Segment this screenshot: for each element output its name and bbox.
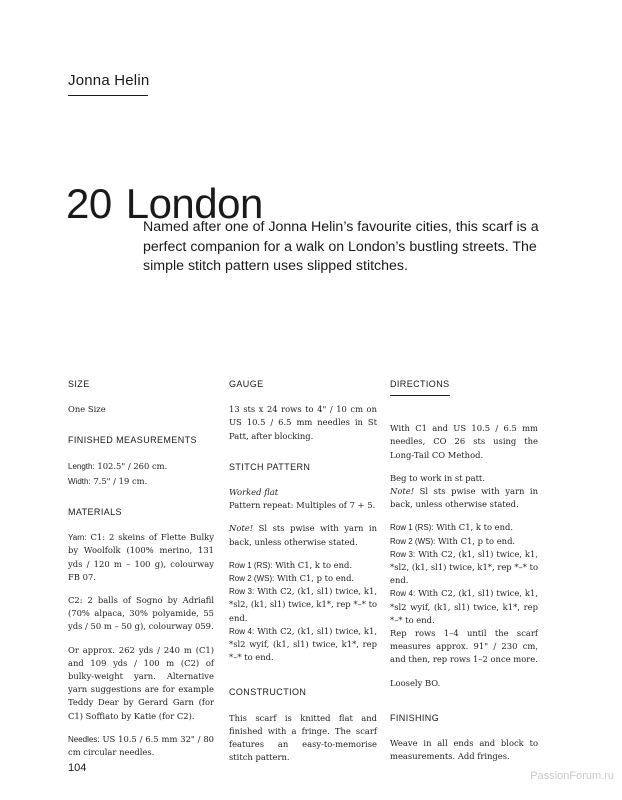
construction-heading: CONSTRUCTION	[229, 687, 307, 698]
page-number: 104	[68, 762, 87, 774]
yarn-c2: C2: 2 balls of Sogno by Adriafil (70% alpaca, 30% polyamide, 55 yds / 50 m – 50 g), colourway 059.	[68, 595, 214, 632]
bind-off-text: Loosely BO.	[390, 677, 441, 688]
repeat-rows-text: Rep rows 1–4 until the scarf measures approx. 91" / 230 cm, and then, rep rows 1–2 once more.	[390, 628, 538, 665]
direction-row-1-label: Row 1 (RS):	[390, 523, 434, 533]
cast-on-text: With C1 and US 10.5 / 6.5 mm needles, CO 26 sts using the Long-Tail CO Method.	[390, 423, 538, 460]
stitch-row-4-text: With C2, (k1, sl1) twice, k1, *sl2 wyif, (k1, sl1) twice, k1*, rep *–* to end.	[229, 625, 377, 663]
direction-row-2	[390, 535, 538, 548]
width-value: 7.5" / 19 cm.	[90, 475, 148, 486]
length-value: 102.5" / 260 cm.	[94, 460, 168, 471]
pattern-name: London	[125, 180, 263, 228]
directions-note-text: Sl sts pwise with yarn in back, unless otherwise stated.	[390, 486, 538, 510]
stitch-row-2-text: With C1, p to end.	[274, 573, 355, 584]
stitch-pattern-heading: STITCH PATTERN	[229, 461, 311, 472]
needles-value: US 10.5 / 6.5 mm 32" / 80 cm circular needles.	[68, 733, 214, 758]
intro-paragraph: Named after one of Jonna Helin’s favourite cities, this scarf is a perfect companion for a walk on London’s bustling streets. The simple stitch pattern uses slipped stitches.	[143, 219, 539, 274]
begin-text: Beg to work in st patt.	[390, 472, 485, 483]
yarn-c1	[68, 531, 214, 584]
stitch-row-3-text: With C2, (k1, sl1) twice, k1, *sl2, (k1, sl1) twice, k1*, rep *–* to end.	[229, 586, 377, 623]
length-line	[68, 460, 214, 473]
size-value: One Size	[68, 404, 106, 415]
direction-row-4-label: Row 4:	[390, 589, 416, 599]
direction-row-4-text: With C2, (k1, sl1) twice, k1, *sl2 wyif, (k1, sl1) twice, k1*, rep *–* to end.	[390, 588, 538, 625]
stitch-note	[229, 522, 377, 548]
yarn-label: Yarn:	[68, 533, 87, 543]
worked-flat: Worked flat	[229, 487, 279, 498]
directions-note	[390, 485, 538, 511]
stitch-row-2-label: Row 2 (WS):	[229, 574, 275, 584]
stitch-row-1-text: With C1, k to end.	[272, 559, 353, 570]
author-name: Jonna Helin	[68, 72, 148, 96]
yarn-c1-text: C1: 2 skeins of Flette Bulky by Woolfolk (100% merino, 131 yds / 120 m – 100 g), colourway FB 07.	[68, 532, 214, 582]
directions-note-label: Note!	[390, 486, 415, 497]
stitch-note-label: Note!	[229, 523, 254, 534]
stitch-row-1-label: Row 1 (RS):	[229, 560, 273, 570]
stitch-row-4-label: Row 4:	[229, 626, 255, 636]
gauge-text: 13 sts x 24 rows to 4" / 10 cm on US 10.5 / 6.5 mm needles in St Patt, after blocking.	[229, 404, 377, 441]
stitch-row-1	[229, 559, 377, 572]
needles-label: Needles:	[68, 734, 100, 744]
width-line	[68, 475, 214, 488]
stitch-note-text: Sl sts pwise with yarn in back, unless otherwise stated.	[229, 523, 377, 547]
length-label: Length:	[68, 461, 95, 471]
direction-row-4	[390, 587, 538, 627]
directions-heading: DIRECTIONS	[390, 378, 450, 396]
stitch-row-3-label: Row 3:	[229, 587, 255, 597]
materials-heading: MATERIALS	[68, 507, 122, 518]
pattern-repeat: Pattern repeat: Multiples of 7 + 5.	[229, 500, 376, 511]
direction-row-3	[390, 548, 538, 588]
yarn-alternatives: Or approx. 262 yds / 240 m (C1) and 109 yds / 100 m (C2) of bulky-weight yarn. Alternative yarn suggestions are for example Teddy Dear by Gerard Garn (for C1) Soffiato by Katie (for C2).	[68, 644, 214, 721]
direction-row-2-label: Row 2 (WS):	[390, 536, 436, 546]
watermark: PassionForum.ru	[530, 770, 614, 782]
direction-row-3-label: Row 3:	[390, 549, 416, 559]
construction-text: This scarf is knitted flat and finished with a fringe. The scarf features an easy-to-memorise stitch pattern.	[229, 712, 377, 763]
column-left	[68, 378, 214, 769]
column-right	[390, 378, 538, 773]
direction-row-1	[390, 521, 538, 534]
finished-measurements-heading: FINISHED MEASUREMENTS	[68, 435, 197, 446]
pattern-number: 20	[66, 180, 112, 228]
gauge-heading: GAUGE	[229, 379, 264, 389]
stitch-row-3	[229, 585, 377, 625]
stitch-row-4	[229, 625, 377, 665]
column-middle	[229, 378, 377, 774]
width-label: Width:	[68, 476, 91, 486]
stitch-row-2	[229, 572, 377, 585]
direction-row-3-text: With C2, (k1, sl1) twice, k1, *sl2, (k1, sl1) twice, k1*, rep *–* to end.	[390, 548, 538, 586]
finishing-heading: FINISHING	[390, 712, 440, 723]
finishing-text: Weave in all ends and block to measurements. Add fringes.	[390, 738, 538, 762]
direction-row-1-text: With C1, k to end.	[433, 522, 514, 533]
direction-row-2-text: With C1, p to end.	[435, 535, 516, 546]
needles-line	[68, 733, 214, 759]
size-heading: SIZE	[68, 379, 90, 389]
